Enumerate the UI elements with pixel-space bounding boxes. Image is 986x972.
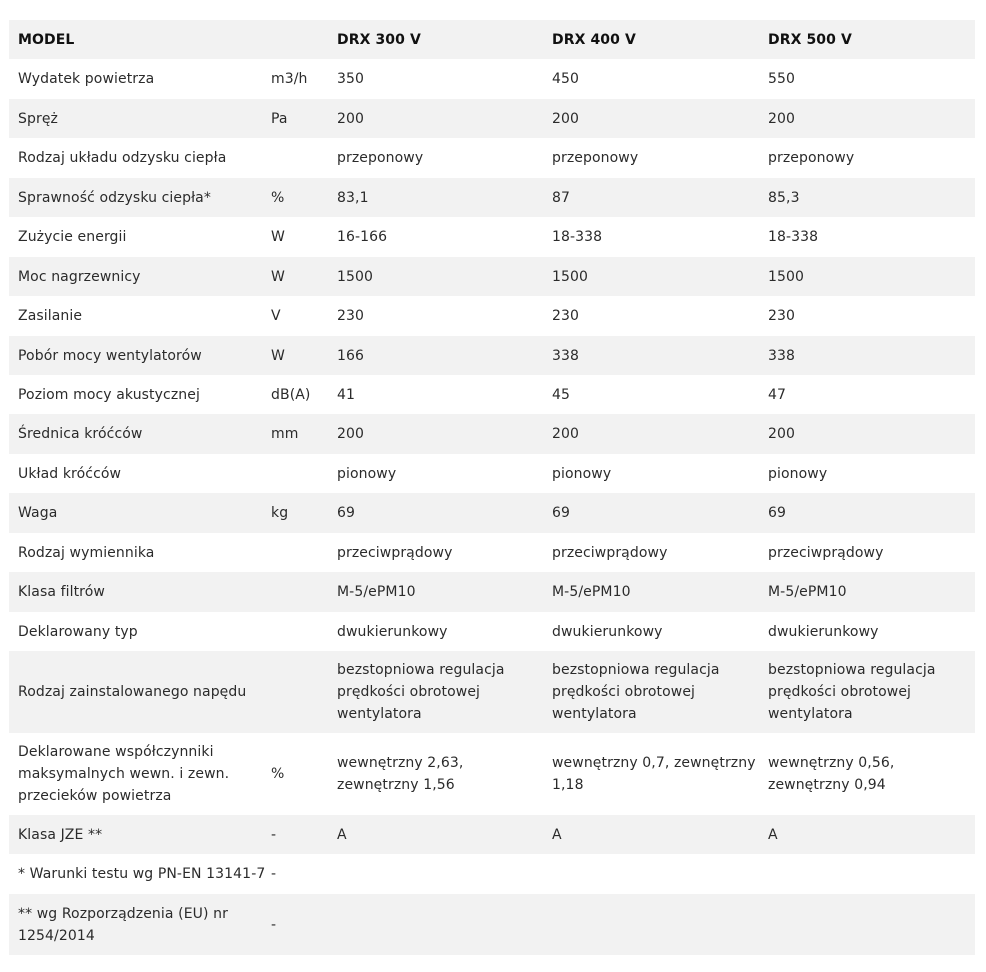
row-name: Pobór mocy wentylatorów <box>18 347 202 364</box>
row-name: Deklarowane współczynniki maksymalnych wewn. i zewn. przecieków powietrza <box>18 744 230 804</box>
table-row <box>9 296 975 336</box>
row-value-drx-500 <box>759 894 975 955</box>
row-value-drx-300: A <box>337 826 347 843</box>
table-row <box>9 99 975 138</box>
row-unit <box>270 572 328 612</box>
row-value-drx-300 <box>328 854 543 894</box>
row-value-drx-500: 18-338 <box>768 229 819 245</box>
row-name: Spręż <box>18 110 58 127</box>
row-unit <box>270 651 328 733</box>
row-name: Sprawność odzysku ciepła* <box>18 189 211 206</box>
row-value-drx-300: 200 <box>337 110 365 127</box>
row-unit: - <box>271 826 277 843</box>
table-row <box>9 414 975 454</box>
row-unit: m3/h <box>271 71 308 87</box>
model-drx-500-header: DRX 500 V <box>768 31 852 48</box>
row-value-drx-300: bezstopniowa regulacja prędkości obrotowej wentylatora <box>337 662 505 722</box>
row-value-drx-500: 550 <box>768 71 796 87</box>
row-value-drx-300: 350 <box>337 71 365 87</box>
row-name: Rodzaj wymiennika <box>18 544 155 561</box>
row-value-drx-300: 200 <box>337 426 365 442</box>
row-value-drx-400: M-5/ePM10 <box>552 584 631 600</box>
row-value-drx-300: 83,1 <box>337 189 369 206</box>
row-value-drx-300: przeciwprądowy <box>337 544 453 561</box>
table-row <box>9 217 975 257</box>
row-value-drx-300: 41 <box>337 386 356 403</box>
row-name: Klasa JZE ** <box>18 826 103 843</box>
table-row <box>9 651 975 733</box>
row-name: Rodzaj zainstalowanego napędu <box>18 684 247 700</box>
row-value-drx-400: dwukierunkowy <box>552 623 663 640</box>
row-unit: V <box>271 308 281 324</box>
row-value-drx-500: dwukierunkowy <box>768 623 879 640</box>
table-row <box>9 854 975 894</box>
row-unit <box>270 533 328 572</box>
row-unit: W <box>271 268 285 285</box>
row-value-drx-300: 16-166 <box>337 229 388 245</box>
spec-table <box>9 20 975 955</box>
table-row <box>9 894 975 955</box>
row-unit <box>270 612 328 651</box>
row-value-drx-400: bezstopniowa regulacja prędkości obrotowej wentylatora <box>552 662 720 722</box>
row-name: Deklarowany typ <box>18 623 138 640</box>
row-value-drx-400: 18-338 <box>552 229 603 245</box>
row-value-drx-400 <box>543 854 759 894</box>
row-value-drx-400: A <box>552 826 562 843</box>
row-value-drx-400: 87 <box>552 189 571 206</box>
table-row <box>9 178 975 217</box>
row-value-drx-400: pionowy <box>552 465 612 482</box>
row-value-drx-300: przeponowy <box>337 150 424 166</box>
model-header: MODEL <box>18 31 75 48</box>
row-name: Zużycie energii <box>18 229 127 245</box>
row-value-drx-500: 85,3 <box>768 189 800 206</box>
table-row <box>9 572 975 612</box>
row-name: Klasa filtrów <box>18 584 105 600</box>
table-row <box>9 612 975 651</box>
row-value-drx-500 <box>759 854 975 894</box>
row-value-drx-300: 230 <box>337 308 365 324</box>
row-name: Waga <box>18 505 58 521</box>
table-row <box>9 59 975 99</box>
row-unit: W <box>271 229 285 245</box>
row-value-drx-300: 166 <box>337 347 365 364</box>
table-row <box>9 733 975 815</box>
row-value-drx-400: 69 <box>552 505 571 521</box>
row-unit: - <box>271 916 277 933</box>
row-value-drx-300: 69 <box>337 505 356 521</box>
table-row <box>9 257 975 296</box>
row-value-drx-300: pionowy <box>337 465 397 482</box>
row-value-drx-300: wewnętrzny 2,63, zewnętrzny 1,56 <box>337 755 464 793</box>
row-value-drx-500: przeciwprądowy <box>768 544 884 561</box>
row-name: Moc nagrzewnicy <box>18 268 141 285</box>
row-name: Rodzaj układu odzysku ciepła <box>18 150 227 166</box>
row-value-drx-300: dwukierunkowy <box>337 623 448 640</box>
table-row <box>9 815 975 854</box>
row-unit: Pa <box>271 110 288 127</box>
row-value-drx-500: przeponowy <box>768 150 855 166</box>
row-name: Wydatek powietrza <box>18 71 155 87</box>
row-unit: dB(A) <box>271 386 311 403</box>
row-value-drx-400: wewnętrzny 0,7, zewnętrzny 1,18 <box>552 755 756 793</box>
row-value-drx-500: 230 <box>768 308 796 324</box>
row-value-drx-500: M-5/ePM10 <box>768 584 847 600</box>
row-value-drx-300: M-5/ePM10 <box>337 584 416 600</box>
row-value-drx-500: pionowy <box>768 465 828 482</box>
row-unit: - <box>271 866 277 882</box>
row-value-drx-500: 200 <box>768 110 796 127</box>
row-unit: W <box>271 347 285 364</box>
row-value-drx-500: 69 <box>768 505 787 521</box>
row-value-drx-500: 200 <box>768 426 796 442</box>
row-name: Układ króćców <box>18 465 122 482</box>
row-value-drx-400: 338 <box>552 347 580 364</box>
row-value-drx-400: przeponowy <box>552 150 639 166</box>
row-value-drx-500: A <box>768 826 778 843</box>
row-value-drx-500: 338 <box>768 347 796 364</box>
row-value-drx-400 <box>543 894 759 955</box>
row-value-drx-400: 200 <box>552 110 580 127</box>
row-value-drx-400: 200 <box>552 426 580 442</box>
row-value-drx-500: 47 <box>768 386 787 403</box>
row-name: * Warunki testu wg PN-EN 13141-7 <box>18 866 266 882</box>
row-unit: % <box>271 189 285 206</box>
row-value-drx-400: 1500 <box>552 268 589 285</box>
row-unit: % <box>271 766 285 782</box>
table-row <box>9 533 975 572</box>
table-row <box>9 454 975 493</box>
row-value-drx-500: bezstopniowa regulacja prędkości obrotowej wentylatora <box>768 662 936 722</box>
unit-header <box>270 20 328 59</box>
row-name: Poziom mocy akustycznej <box>18 386 200 403</box>
row-unit <box>270 138 328 178</box>
header-row <box>9 20 975 59</box>
row-unit: mm <box>271 426 299 442</box>
table-row <box>9 493 975 533</box>
row-value-drx-400: przeciwprądowy <box>552 544 668 561</box>
row-unit <box>270 454 328 493</box>
model-drx-400-header: DRX 400 V <box>552 31 636 48</box>
row-value-drx-400: 450 <box>552 71 580 87</box>
model-drx-300-header: DRX 300 V <box>337 31 421 48</box>
row-value-drx-500: wewnętrzny 0,56, zewnętrzny 0,94 <box>768 755 895 793</box>
row-value-drx-400: 230 <box>552 308 580 324</box>
table-row <box>9 138 975 178</box>
row-value-drx-400: 45 <box>552 386 571 403</box>
row-name: Średnica króćców <box>18 426 143 442</box>
row-name: Zasilanie <box>18 308 83 324</box>
row-unit: kg <box>271 505 289 521</box>
row-value-drx-500: 1500 <box>768 268 805 285</box>
row-value-drx-300: 1500 <box>337 268 374 285</box>
row-name: ** wg Rozporządzenia (EU) nr 1254/2014 <box>18 905 228 944</box>
table-row <box>9 336 975 375</box>
row-value-drx-300 <box>328 894 543 955</box>
table-row <box>9 375 975 414</box>
